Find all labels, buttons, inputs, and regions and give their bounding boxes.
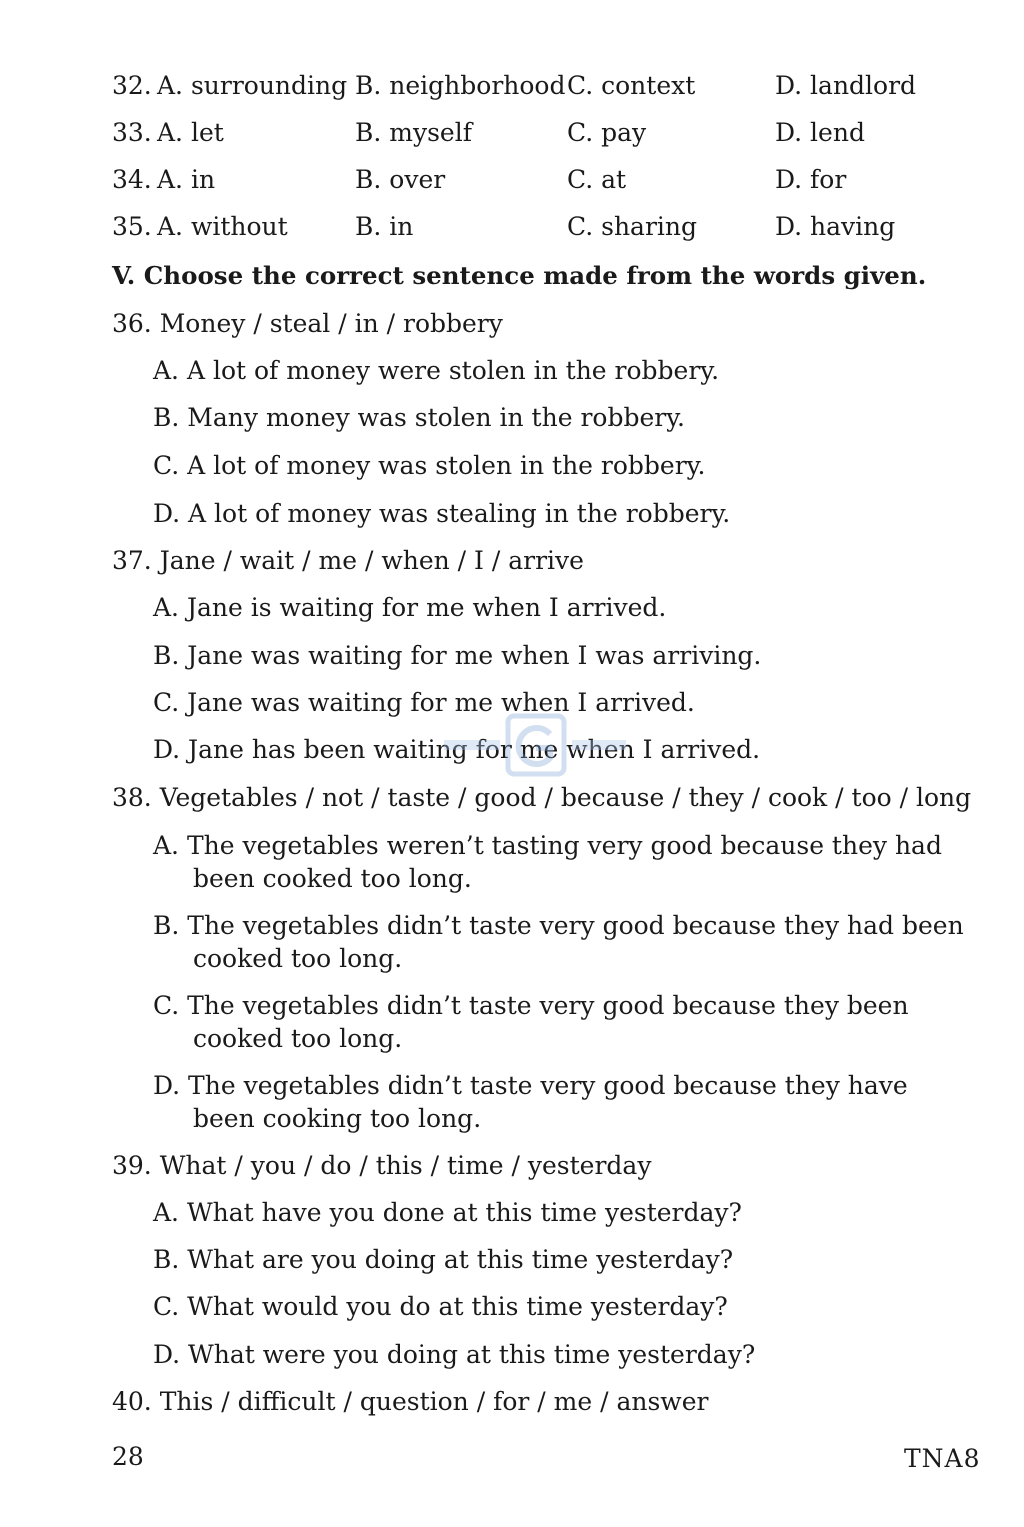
option-d: D. lend [775,118,865,147]
answer-option-39d: D. What were you doing at this time yesterday? [153,1340,756,1369]
answer-option-36c: C. A lot of money was stolen in the robbery. [153,451,706,480]
question-prompt-39: 39. What / you / do / this / time / yesterday [112,1151,652,1180]
option-b: B. neighborhood [355,71,566,100]
mcq-row-33 [112,118,152,148]
answer-option-37b: B. Jane was waiting for me when I was arriving. [153,641,762,670]
answer-option-39c: C. What would you do at this time yesterday? [153,1292,728,1321]
option-b: B. in [355,212,414,241]
question-prompt-36: 36. Money / steal / in / robbery [112,309,503,338]
answer-option-38a-line2: been cooked too long. [193,864,472,893]
option-c: C. pay [567,118,647,147]
mcq-row-34 [112,165,152,195]
option-a: A. in [157,165,216,194]
page-number: 28 [112,1442,144,1471]
option-d: D. landlord [775,71,917,100]
option-b: B. over [355,165,446,194]
question-prompt-38: 38. Vegetables / not / taste / good / because / they / cook / too / long [112,783,972,812]
answer-option-37a: A. Jane is waiting for me when I arrived. [153,593,667,622]
answer-option-38d-line2: been cooking too long. [193,1104,482,1133]
option-b: B. myself [355,118,472,147]
option-d: D. having [775,212,896,241]
answer-option-38a-line1: A. The vegetables weren’t tasting very good because they had [153,831,942,860]
answer-option-37d: D. Jane has been waiting for me when I arrived. [153,735,761,764]
answer-option-36d: D. A lot of money was stealing in the robbery. [153,499,731,528]
question-number: 32. [112,71,152,100]
question-prompt-40: 40. This / difficult / question / for / me / answer [112,1387,709,1416]
option-c: C. at [567,165,627,194]
question-number: 34. [112,165,152,194]
option-c: C. sharing [567,212,698,241]
question-prompt-37: 37. Jane / wait / me / when / I / arrive [112,546,584,575]
option-c: C. context [567,71,696,100]
question-number: 33. [112,118,152,147]
answer-option-36b: B. Many money was stolen in the robbery. [153,403,685,432]
answer-option-39b: B. What are you doing at this time yesterday? [153,1245,734,1274]
option-a: A. surrounding [157,71,348,100]
answer-option-38d-line1: D. The vegetables didn’t taste very good because they have [153,1071,908,1100]
option-a: A. without [157,212,288,241]
answer-option-39a: A. What have you done at this time yesterday? [153,1198,742,1227]
mcq-row-35 [112,212,152,242]
answer-option-38b-line1: B. The vegetables didn’t taste very good because they had been [153,911,964,940]
question-number: 35. [112,212,152,241]
mcq-row-32 [112,71,152,101]
answer-option-37c: C. Jane was waiting for me when I arrived. [153,688,695,717]
section-heading: V. Choose the correct sentence made from the words given. [112,261,927,290]
answer-option-38c-line2: cooked too long. [193,1024,403,1053]
answer-option-36a: A. A lot of money were stolen in the robbery. [153,356,720,385]
book-code: TNA8 [904,1444,981,1473]
answer-option-38b-line2: cooked too long. [193,944,403,973]
option-d: D. for [775,165,847,194]
option-a: A. let [157,118,224,147]
answer-option-38c-line1: C. The vegetables didn’t taste very good because they been [153,991,909,1020]
